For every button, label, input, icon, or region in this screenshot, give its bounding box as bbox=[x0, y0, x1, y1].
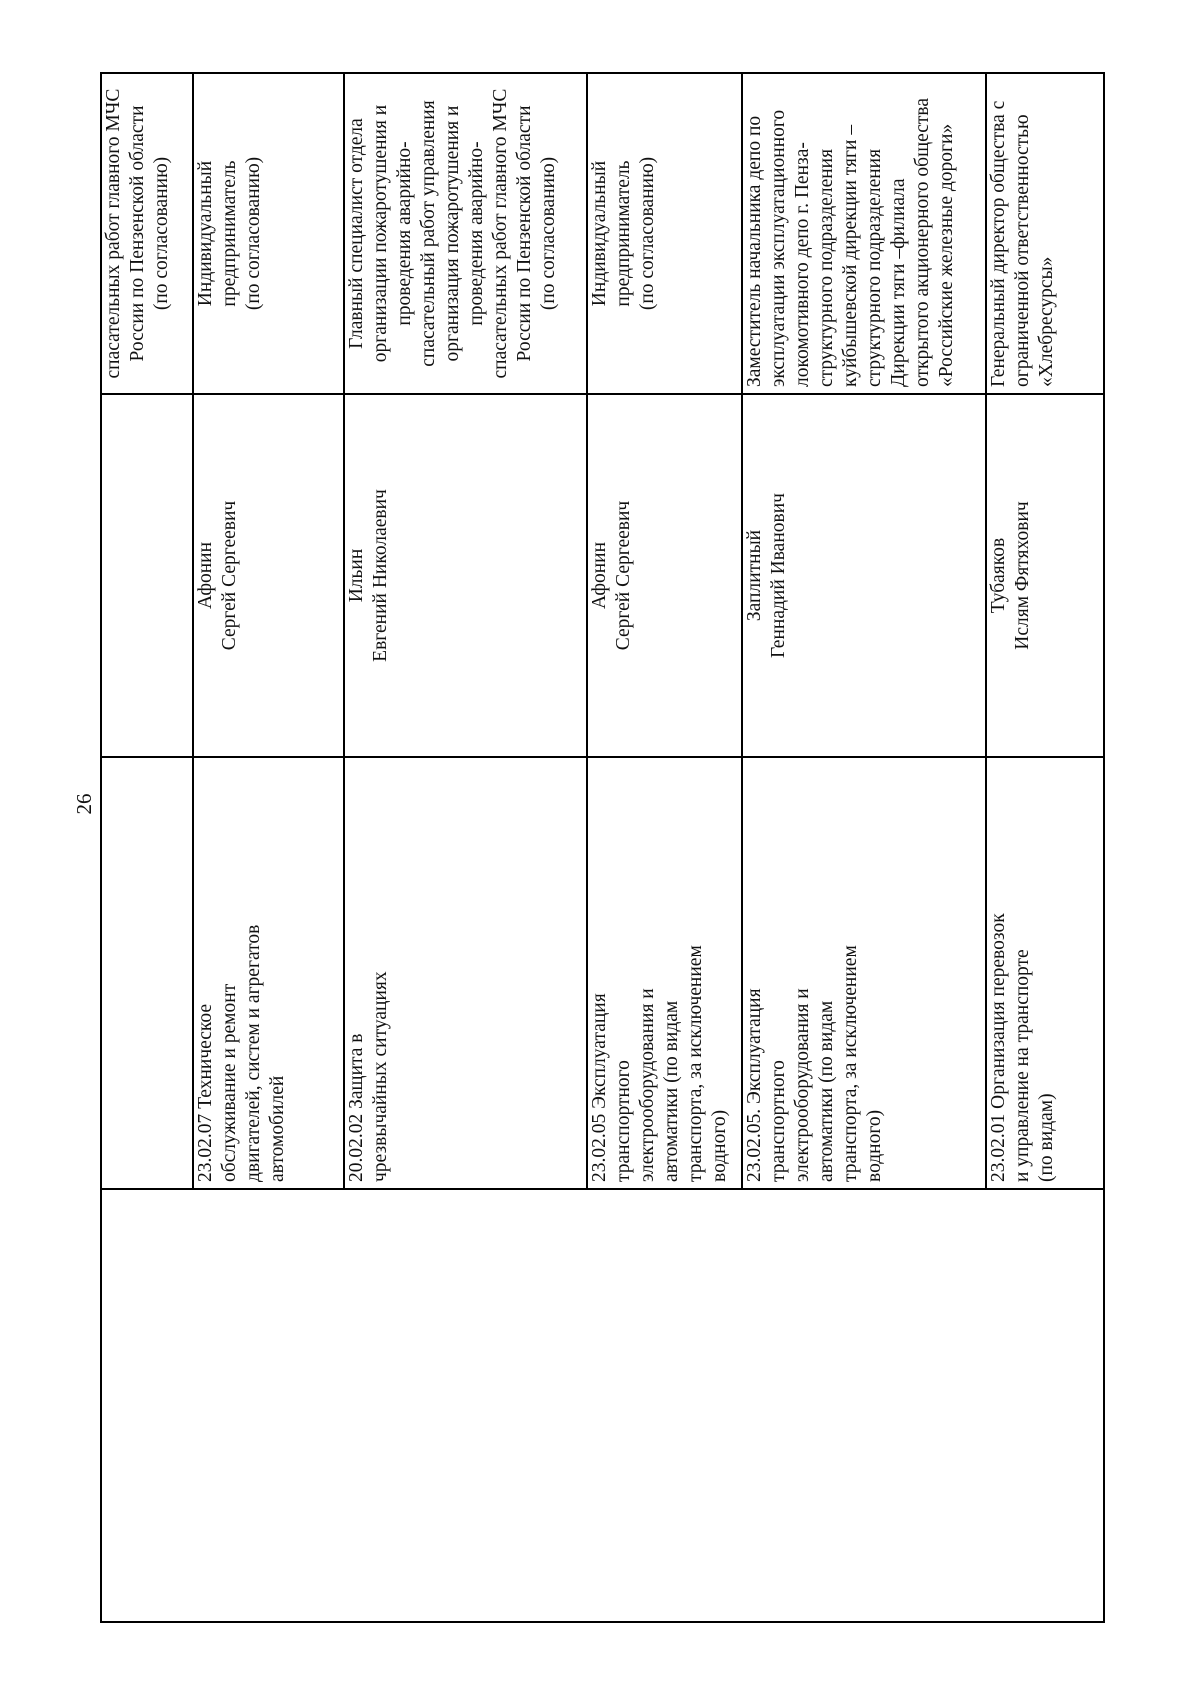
person-cell: Афонин Сергей Сергеевич bbox=[587, 394, 742, 757]
specialty-cell: 23.02.07 Техническое обслуживание и ремонт двигателей, систем и агрегатов автомобилей bbox=[193, 757, 344, 1189]
person-cell: Афонин Сергей Сергеевич bbox=[193, 394, 344, 757]
specialty-cell: 23.02.05. Эксплуатация транспортного электрооборудования и автоматики (по видам транспорта, за исключением водного) bbox=[742, 757, 986, 1189]
person-cell: Заплитный Геннадий Иванович bbox=[742, 394, 986, 757]
specialty-cell bbox=[101, 757, 193, 1189]
position-cell: спасательных работ главного МЧС России по Пензенской области (по согласованию) bbox=[101, 73, 193, 394]
specialty-cell: 20.02.02 Защита в чрезвычайных ситуациях bbox=[344, 757, 587, 1189]
commission-table bbox=[100, 72, 1105, 1623]
position-cell: Индивидуальный предприниматель (по согласованию) bbox=[193, 73, 344, 394]
page-number: 26 bbox=[72, 793, 96, 815]
person-cell bbox=[101, 394, 193, 757]
specialty-cell: 23.02.05 Эксплуатация транспортного электрооборудования и автоматики (по видам транспорта, за исключением водного) bbox=[587, 757, 742, 1189]
position-cell: Индивидуальный предприниматель (по согласованию) bbox=[587, 73, 742, 394]
position-cell: Генеральный директор общества с ограниченной ответственностью «Хлебресурсы» bbox=[986, 73, 1104, 394]
position-cell: Главный специалист отдела организации пожаротушения и проведения аварийно- спасательный работ управления организация пожаротушения и проведения аварийно- спасательных работ главного МЧС России по Пензенской области (по согласованию) bbox=[344, 73, 587, 394]
specialty-cell: 23.02.01 Организация перевозок и управление на транспорте (по видам) bbox=[986, 757, 1104, 1189]
position-cell: Заместитель начальника депо по эксплуатации эксплуатационного локомотивного депо г. Пенза- структурного подразделения куйбышевской дирекции тяги – структурного подразделения Дирекции тяги –филиала открытого акционерного общества «Российские железные дороги» bbox=[742, 73, 986, 394]
person-cell: Тубаяков Ислям Фятяхович bbox=[986, 394, 1104, 757]
person-cell: Ильин Евгений Николаевич bbox=[344, 394, 587, 757]
table-row bbox=[101, 73, 193, 1622]
empty-first-column bbox=[101, 1189, 1104, 1622]
